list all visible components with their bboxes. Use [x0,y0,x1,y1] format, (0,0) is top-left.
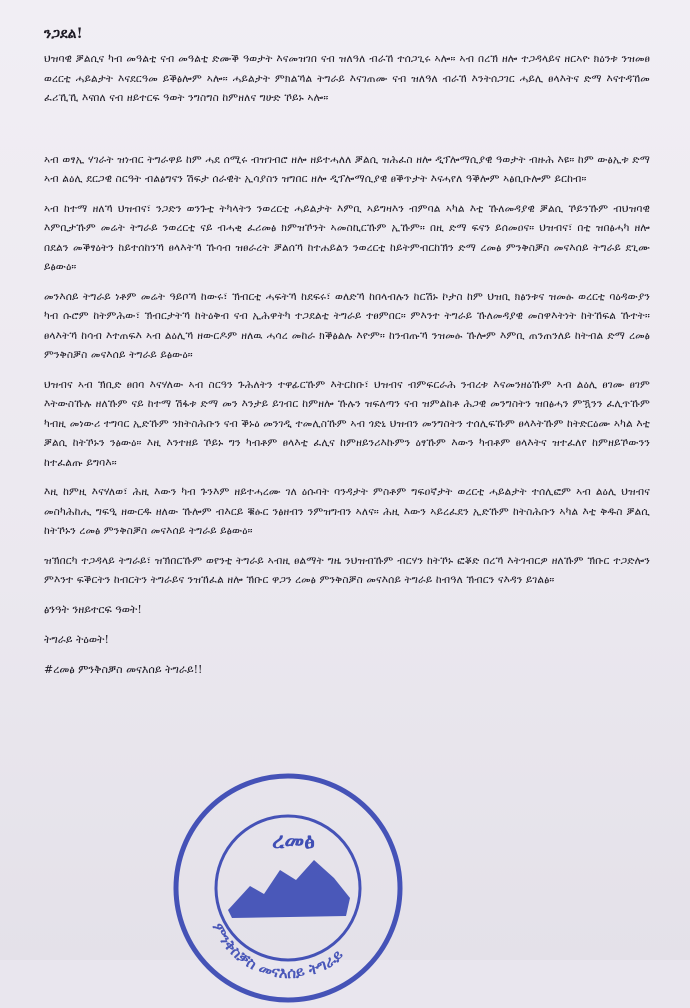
mountain-icon [228,860,350,918]
stamp-ring-text: ምንቅስቓስ መናእሰይ ትግራይ [208,919,347,983]
stamp-center-text: ረመፅ [272,829,315,854]
paragraph-5: ህዝብና ኣብ ኽቢድ ፀበባ እናሃለው ኣብ ስርዓን ጉሕለትን ተዋፊርኹም እትርከቡ፣ ህዝብና ብምፍርራሕ ንብረቱ እናመንዘዕኹም ኣብ ልዕሊ ፀገሙ ፀገም እትውስኹሉ ዘለኹም ናይ ከተማ ሽፋቱ ድማ መን እንታይ ይገብር ከምዘሎ ኹሉን ዝፍለጣን ናብ ዝምልከቶ ሕጋዊ መንግስትን ዝበፅሓን ምዃንን ፈሊጥኹም ካብዚ መነውሪ ተግባር ኢድኹም ንክትስሕቡን ናብ ቕኑዕ መንገዲ ተመሊስኹም ኣብ ጎድኒ ህዝብን መንግስትን ተሰሊፍኹም ፀላእትኹም ከትድርዕሙ ኣካል እቲ ቓልሲ ከትኾኑን ንፅውዕ። እዚ እንተዘይ ኾይኑ ግን ካብቶም ፀላእቲ ፈሊና ከምዘይንሪእኩምን ዕፃኹም እውን ካብቶም ፀላእትና ዝተፈለየ ከምዘይኾውንን ከተፈልጡ ይግባእ። [44,378,650,469]
paragraph-3: ኣብ ከተማ ዘለኻ ህዝብና፣ ንጋድን ወንጉቲ ትካላትን ንወረርቲ ሓይልታት እምቢ ኣይግዛእን ብምባል ኣካል እቲ ኹለመዳያዊ ቓልሲ ኾይንኹም ብህዝባዊ እምቢታኹም መሬት ትግራይ ንወረርቲ ናይ ብሓቂ ፈሪመፅ ክምዝኾንት ኣመስኪርኹም ኢኹም። በዚ ድማ ፍናን ይሰመዐና። ህዝብና፣ በቲ ዝበፅሓካ ዘሎ በደልን መቕፃዕትን ከይተሰከንኻ ፀላእትኻ ኹሳብ ዝፀራረት ቓልሰኻ ከተሐይልን ንወረርቲ ከይትምብርከኽን ድማ ረመፅ ምንቅስቓስ መናእሰይ ትግራይ ደጊሙ ይፅውዕ። [44,202,650,273]
organization-stamp [168,768,408,1008]
closing-line-1: ፅንዓት ንዘይተርፍ ዓወት! [44,602,142,616]
paragraph-1: ህዝባዊ ቓልሲና ካብ መዓልቲ ናብ መዓልቲ ድሙቕ ዓወታት እናመዝገበ ናብ ዝለዓለ ብራኸ ተሰጋጊሩ ኣሎ። ኣብ በረኽ ዘሎ ተጋዳላይና ዘርኣዮ ክዕንቱ ንዝመፀ ወረርቲ ሓይልታት እናደርዓመ ይቕፅሎም ኣሎ። ሓይልታት ምክልኻል ትግራይ እናገጠሙ ናብ ዝለዓለ ብራኸ እንትሰጋገር ሓይሊ ፀላእትና ድማ እናተዳኸመ ፈሪኺኺ እናበለ ናብ ዘይተርፍ ዓወት ንግስግስ ከምዘለና ግሁድ ኾይኑ ኣሎ። [44,53,650,104]
paragraph-4: መንእሰይ ትግራይ ነቶም መሬት ዓይቦኻ ከውሩ፣ ኽብርቲ ሓፍትኻ ከደፍሩ፣ ወለድኻ ከበላብሉን ከርሽኑ ኮታስ ከም ህዝቢ ክፅንቱና ዝመፁ ወረርቲ ባዕዳውያን ካብ ሱሮም ከትምሕው፣ ኽብርታትኻ ከትዕቅብ ናብ ኢሕዋትካ ተጋደልቲ ትግራይ ተፀምበር። ምእንተ ትግራይ ኹለመዳያዊ መስዋእትነት ከትኸፍል ኹተት። ፀላእትኻ ከሳብ እተጠፍእ ኣብ ልዕሊኻ ዘውርዶም ዘለዉ ሓሳረ መከራ ክቕፅልሉ እዮም። ከንብጡኻ ንዝመፁ ኹሎም እምቢ ጠንጠንለይ ከትብል ድማ ረመፅ ምንቅስቓስ መናእሰይ ትግራይ ይፅውዕ። [44,290,650,361]
closing-line-2: ትግራይ ትዕወት! [44,632,109,646]
paragraph-7: ዝኽበርካ ተጋዳላይ ትግራይ፣ ዝኽበርኹም ወየንቲ ትግራይ ኣብዚ ፀልማት ግዜ ንህዝብኹም ብርሃን ከትኾኑ ፎቖድ በረኻ እትገብርዎ ዘለኹም ኽቡር ተጋድሎን ምእንተ ፍቕርትን ከብርትን ትግራይና ንዝኸፈል ዘሎ ኽቡር ዋጋን ረመፅ ምንቅስቓስ መናእሰይ ትግራይ ከብዓለ ኽብርን ናእዳን ይገልፅ። [44,554,650,586]
paragraph-6: እዚ ከምዚ እናሃለወ፣ ሕዚ እውን ካብ ጉንእም ዘይተሓረሙ ገለ ዕሱባት ባንዳታት ምስቶም ግፍዐኛታት ወረርቲ ሓይልታት ተሰሊፎም ኣብ ልዕሊ ህዝብና መስካሕከሒ ግፍዒ ዘውርዱ ዘለው ኹሎም ብእርይ ቑፁር ንፅዘብን ንምዝግብን ኣለና። ሕዚ እውን ኣይረፈደን ኢድኹም ከትስሕቡን ኣካል እቲ ቅዱስ ቓልሲ ከትኾኑን ረመፅ ምንቅስቓስ መናእሰይ ትግራይ ይፅውዕ። [44,486,650,537]
paragraph-2: ኣብ ወፃኢ ሃገራት ዝነብር ትግራዋይ ከም ሓደ ሰሚሩ ብዝገብሮ ዘሎ ዘይተሓለለ ቓልሲ ዝሕፈስ ዘሎ ዲፕሎማሲያዊ ዓወታት ብዙሕ እዩ። ከም ውፅኢቱ ድማ ኣብ ልዕሊ ደርጋዊ ስርዓት ብልፅግናን ሽፍታ ሰራዊት ኢሳያስን ዝግበር ዘሎ ዲፕሎማሲያዊ ፀቕጥታት እናሓየለ ዓቕሎም ኣፅቢቡሎም ይርከብ። [44,153,650,185]
svg-text:ምንቅስቓስ መናእሰይ ትግራይ [209,920,347,982]
greeting: ንጋደል! [44,26,83,42]
closing-line-3: #ረመፅ ምንቅስቓስ መናእሰይ ትግራይ!! [44,662,203,676]
